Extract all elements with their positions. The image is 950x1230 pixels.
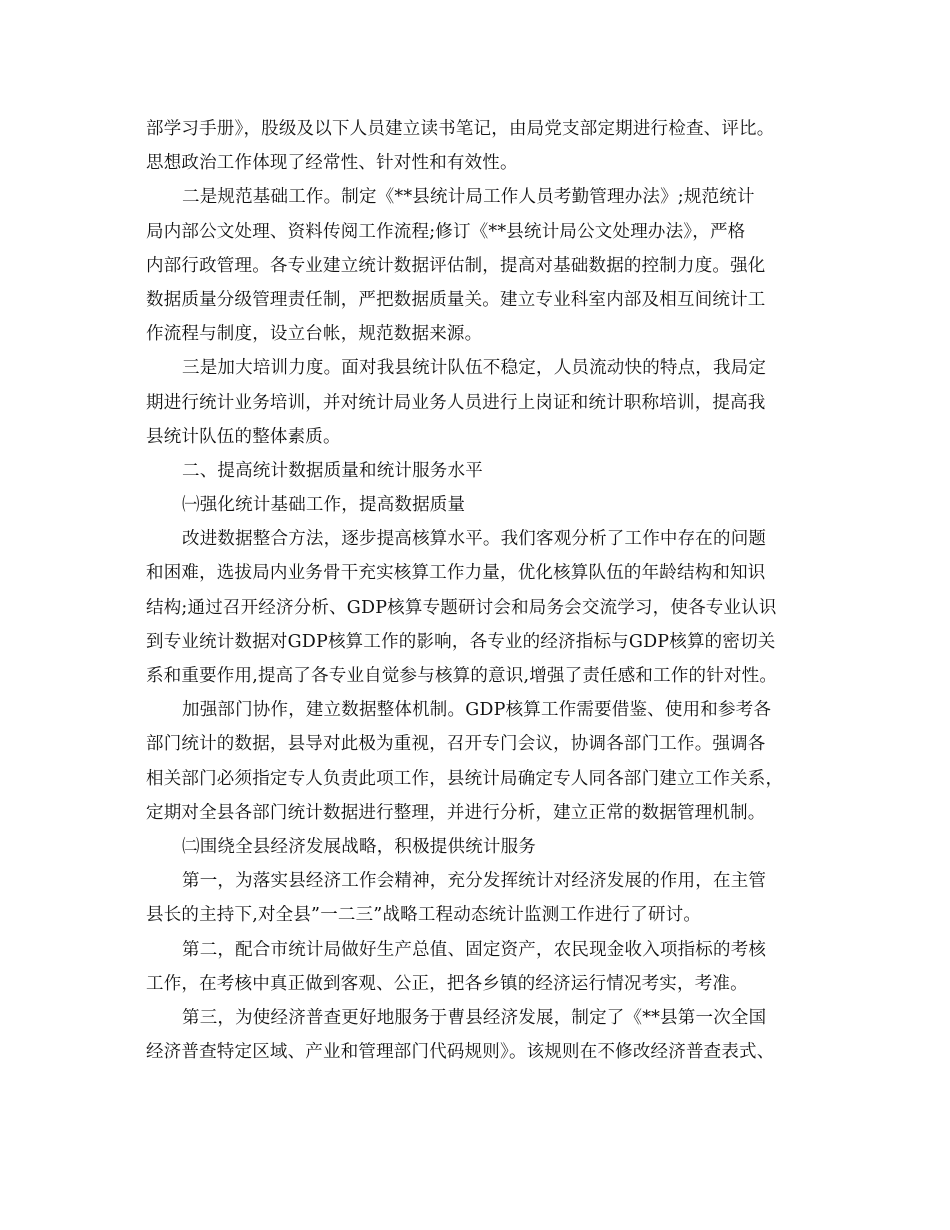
text-line: 改进数据整合方法，逐步提高核算水平。我们客观分析了工作中存在的问题 (182, 529, 767, 550)
text-line: 二是规范基础工作。制定《**县统计局工作人员考勤管理办法》;规范统计 (182, 187, 755, 208)
text-line: 部学习手册》，股级及以下人员建立读书笔记，由局党支部定期进行检查、评比。 (146, 119, 775, 139)
text-line: 期进行统计业务培训，并对统计局业务人员进行上岗证和统计职称培训，提高我 (146, 392, 766, 413)
text-line: ㈠强化统计基础工作，提高数据质量 (182, 495, 466, 516)
text-line: 内部行政管理。各专业建立统计数据评估制，提高对基础数据的控制力度。强化 (146, 255, 766, 276)
text-line: 第一，为落实县经济工作会精神，充分发挥统计对经济发展的作用，在主管 (182, 871, 767, 892)
text-line: 第三，为使经济普查更好地服务于曹县经济发展，制定了《**县第一次全国 (182, 1007, 767, 1028)
text-line: 县统计队伍的整体素质。 (146, 426, 341, 447)
text-line: 到专业统计数据对GDP核算工作的影响，各专业的经济指标与GDP核算的密切关 (146, 631, 776, 652)
text-line: 三是加大培训力度。面对我县统计队伍不稳定，人员流动快的特点，我局定 (182, 358, 767, 379)
text-line: 和困难，选拔局内业务骨干充实核算工作力量，优化核算队伍的年龄结构和知识 (146, 563, 766, 584)
text-line: 作流程与制度，设立台帐，规范数据来源。 (146, 324, 483, 345)
text-line: 思想政治工作体现了经常性、针对性和有效性。 (146, 153, 518, 174)
text-line: 定期对全县各部门统计数据进行整理，并进行分析，建立正常的数据管理机制。 (146, 802, 766, 823)
text-line: 县长的主持下,对全县”一二三”战略工程动态统计监测工作进行了研讨。 (146, 905, 702, 926)
text-line: 系和重要作用,提高了各专业自觉参与核算的意识,增强了责任感和工作的针对性。 (146, 666, 778, 686)
text-line: 工作，在考核中真正做到客观、公正，把各乡镇的经济运行情况考实，考准。 (146, 973, 748, 994)
text-line: 结构;通过召开经济分析、GDP核算专题研讨会和局务会交流学习，使各专业认识 (146, 597, 777, 618)
text-line: 部门统计的数据，县导对此极为重视，召开专门会议，协调各部门工作。强调各 (146, 734, 766, 755)
text-line: 数据质量分级管理责任制，严把数据质量关。建立专业科室内部及相互间统计工 (146, 289, 766, 310)
text-line: ㈡围绕全县经济发展战略，积极提供统计服务 (182, 836, 536, 857)
text-line: 局内部公文处理、资料传阅工作流程;修订《**县统计局公文处理办法》，严格 (146, 221, 746, 242)
text-line: 加强部门协作，建立数据整体机制。GDP核算工作需要借鉴、使用和参考各 (182, 700, 772, 721)
text-line: 相关部门必须指定专人负责此项工作，县统计局确定专人同各部门建立工作关系， (146, 768, 784, 789)
text-line: 经济普查特定区域、产业和管理部门代码规则》。该规则在不修改经济普查表式、 (146, 1042, 775, 1063)
document-body (146, 112, 816, 1069)
text-line: 二、提高统计数据质量和统计服务水平 (182, 460, 483, 481)
text-line: 第二，配合市统计局做好生产总值、固定资产，农民现金收入项指标的考核 (182, 939, 767, 960)
